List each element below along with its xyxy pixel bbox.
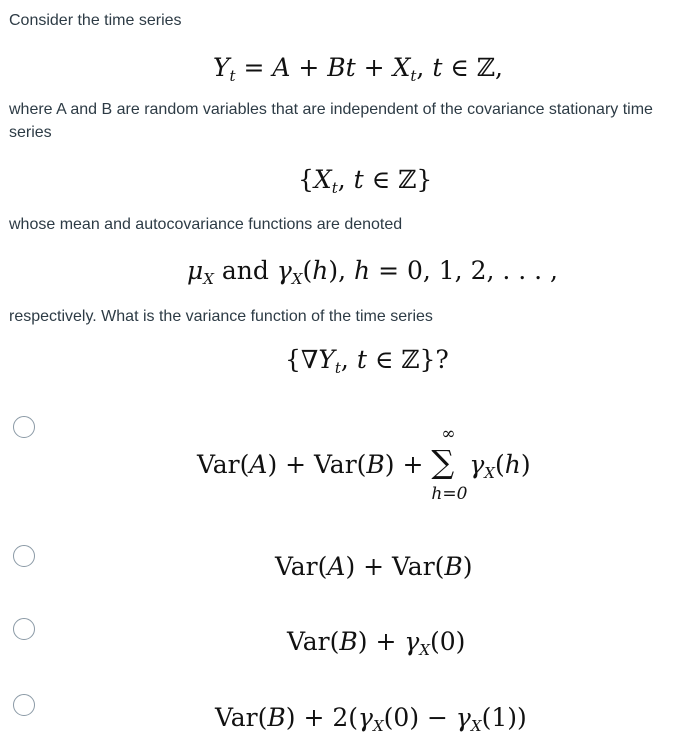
option-2-label[interactable]: Var(A) + Var(B): [275, 552, 473, 581]
sum-upper-limit: ∞: [441, 424, 456, 444]
option-2-radio[interactable]: [13, 545, 35, 567]
sum-lower-limit: h=0: [431, 484, 468, 504]
equation-difference-series: {$\nabla Y_t$, t ∈ ℤ}?: [285, 345, 449, 377]
option-4-radio[interactable]: [13, 694, 35, 716]
option-1-label[interactable]: Var(A) + Var(B) + ∞ ∑ h=0 $\gamma_X(h)$: [197, 424, 531, 504]
equation-x-series: {$X_t$, t ∈ ℤ}: [298, 165, 433, 197]
summation-icon: ∞ ∑ h=0: [431, 424, 468, 504]
intro-text: Consider the time series: [9, 12, 182, 29]
option-4-label[interactable]: $Var(B) + 2(\gamma_X(0) - \gamma_X(1))$: [215, 703, 527, 735]
mean-autocov-text: whose mean and autocovariance functions are denoted: [9, 216, 403, 233]
question-text: respectively. What is the variance function of the time series: [9, 308, 433, 325]
option-3-label[interactable]: $Var(B) + \gamma_X(0)$: [287, 627, 466, 659]
description-text: where A and B are random variables that are independent of the covariance stationary time series: [9, 101, 653, 141]
equation-time-series: $Y_t = A + Bt + X_t$, t ∈ ℤ,: [213, 53, 503, 85]
option-3-radio[interactable]: [13, 618, 35, 640]
option-1-radio[interactable]: [13, 416, 35, 438]
equation-mean-autocov: $\mu_X$ and $\gamma_X(h)$, h = 0, 1, 2, . . . ,: [187, 256, 558, 288]
